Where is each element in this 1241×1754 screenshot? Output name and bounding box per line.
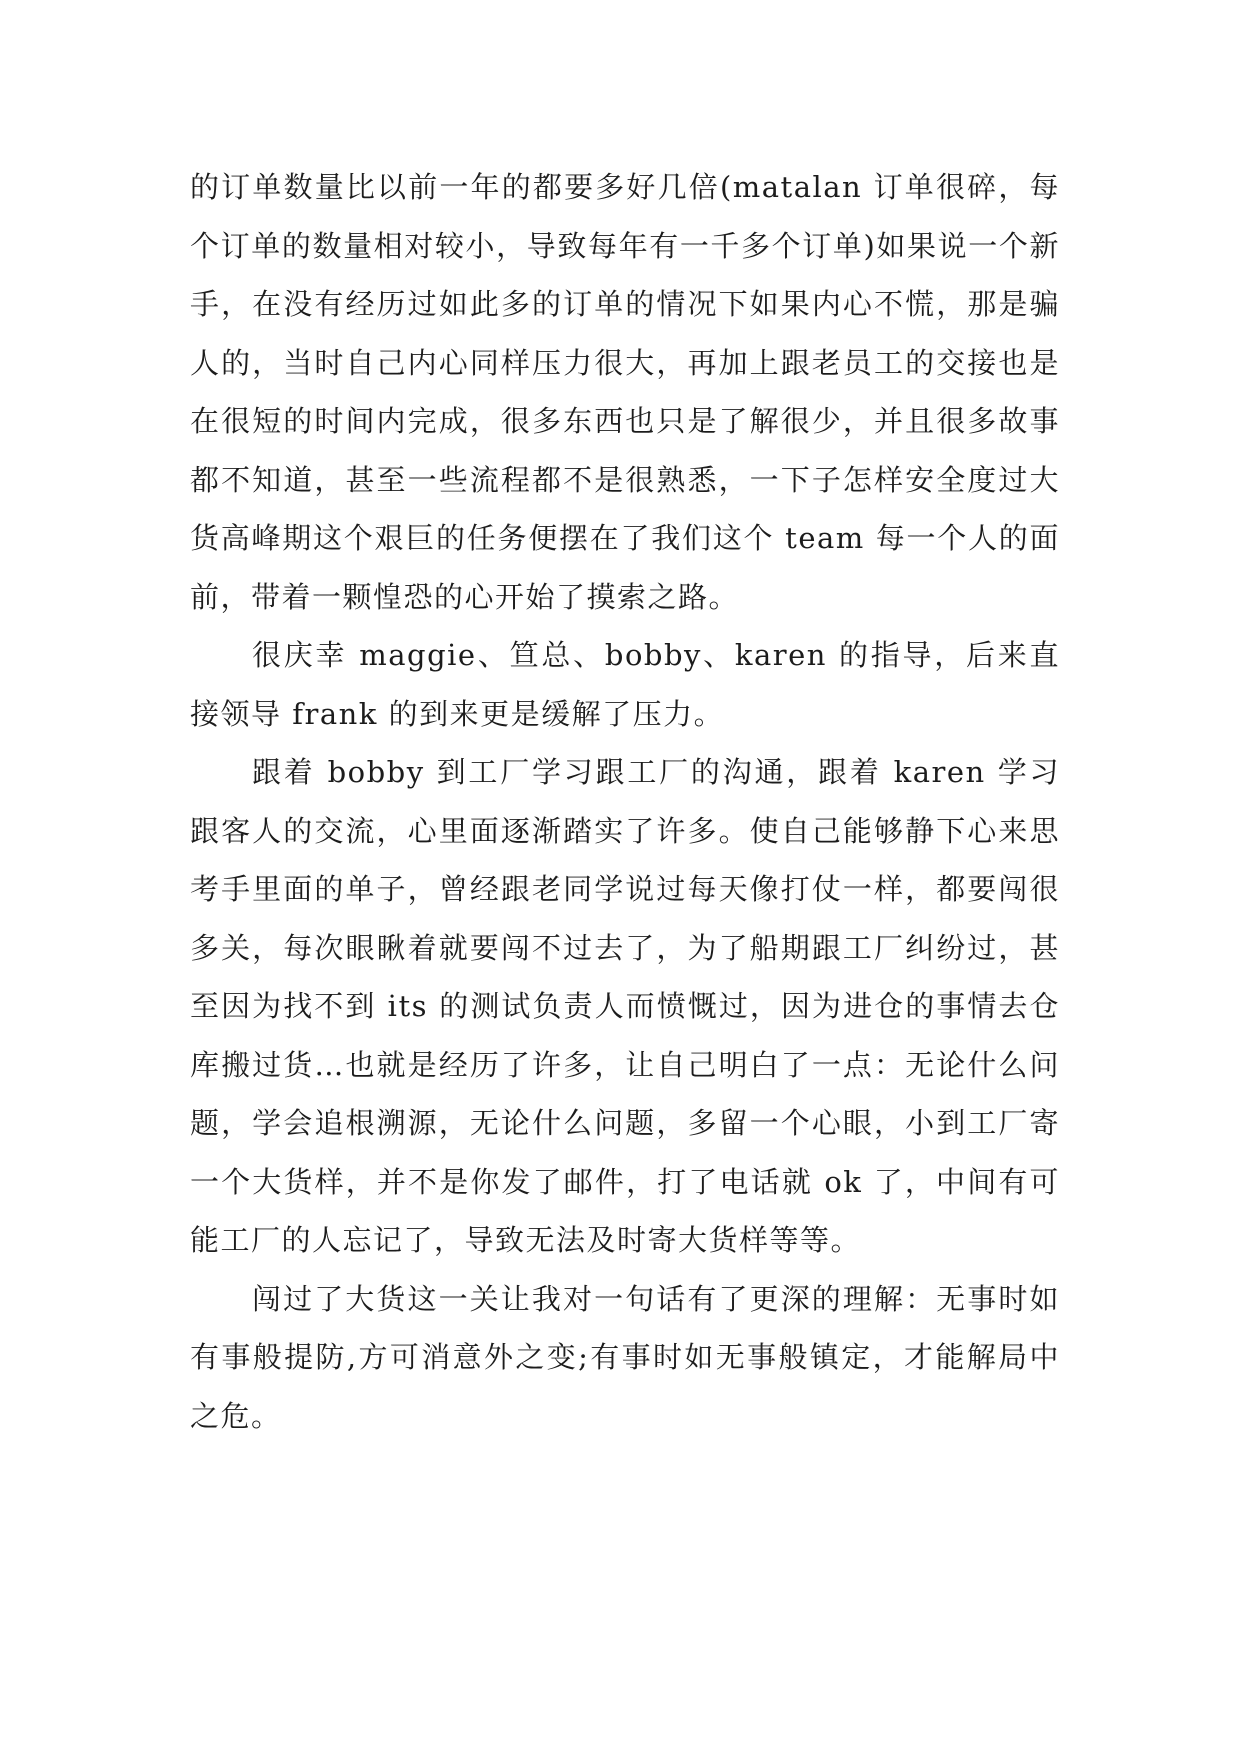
paragraph-1: 的订单数量比以前一年的都要多好几倍(matalan 订单很碎，每个订单的数量相对较小，导致每年有一千多个订单)如果说一个新手，在没有经历过如此多的订单的情况下如果内心不慌，那是骗人的，当时自己内心同样压力很大，再加上跟老员工的交接也是在很短的时间内完成，很多东西也只是了解很少，并且很多故事都不知道，甚至一些流程都不是很熟悉，一下子怎样安全度过大货高峰期这个艰巨的任务便摆在了我们这个 team 每一个人的面前，带着一颗惶恐的心开始了摸索之路。	[190, 170, 1060, 614]
paragraph-2: 很庆幸 maggie、笪总、bobby、karen 的指导，后来直接领导 frank 的到来更是缓解了压力。	[190, 638, 1060, 731]
paragraph-3: 跟着 bobby 到工厂学习跟工厂的沟通，跟着 karen 学习跟客人的交流，心里面逐渐踏实了许多。使自己能够静下心来思考手里面的单子，曾经跟老同学说过每天像打仗一样，都要闯很多关，每次眼瞅着就要闯不过去了，为了船期跟工厂纠纷过，甚至因为找不到 its 的测试负责人而愤慨过，因为进仓的事情去仓库搬过货…也就是经历了许多，让自己明白了一点：无论什么问题，学会追根溯源，无论什么问题，多留一个心眼，小到工厂寄一个大货样，并不是你发了邮件，打了电话就 ok 了，中间有可能工厂的人忘记了，导致无法及时寄大货样等等。	[190, 755, 1060, 1257]
document-body	[190, 158, 1060, 1445]
paragraph-4: 闯过了大货这一关让我对一句话有了更深的理解：无事时如有事般提防,方可消意外之变;有事时如无事般镇定，才能解局中之危。	[190, 1281, 1060, 1433]
